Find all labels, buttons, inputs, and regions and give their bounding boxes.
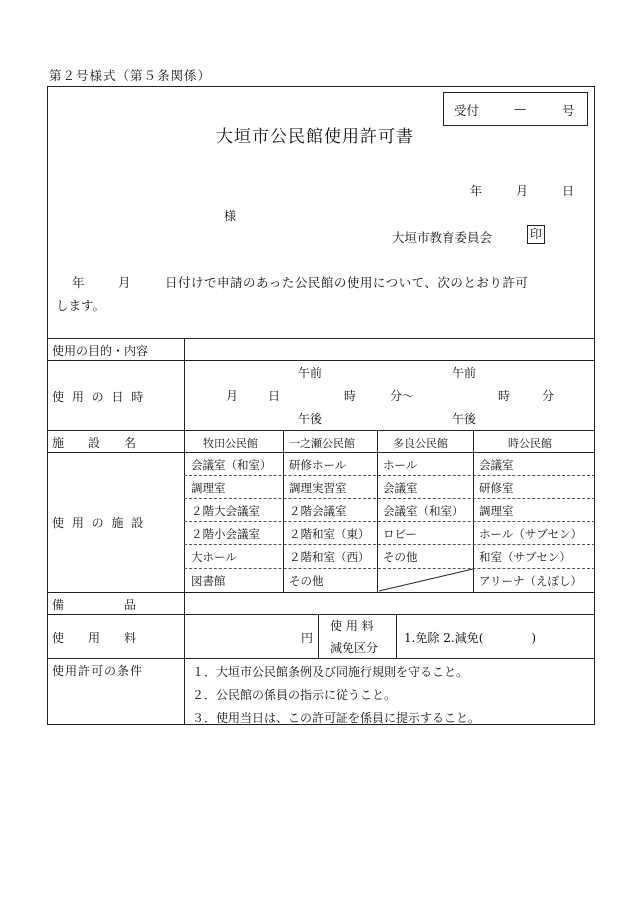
datetime-pm-2: 午後	[452, 412, 477, 426]
facility-cell: 調理室	[479, 504, 514, 518]
facility-cell: ２階大会議室	[191, 504, 260, 518]
condition-item: ３．使用当日は、この許可証を係員に提示すること。	[192, 711, 481, 725]
facility-cell: 研修室	[479, 481, 514, 495]
form-number-label: 第２号様式（第５条関係）	[49, 68, 212, 83]
purpose-label: 使用の目的・内容	[52, 344, 149, 358]
fee-unit: 円	[301, 631, 314, 645]
datetime-am-2: 午前	[452, 366, 477, 380]
row-divider	[47, 338, 595, 339]
facility-row-divider	[184, 498, 595, 499]
facility-name-label: 施 設 名	[52, 436, 137, 450]
facility-cell: 会議室	[479, 458, 514, 472]
date-month: 月	[516, 184, 529, 198]
row-divider	[47, 452, 595, 453]
document-title: 大垣市公民館使用許可書	[216, 127, 414, 147]
facility-cell: 調理実習室	[289, 481, 347, 495]
row-divider	[47, 614, 595, 615]
facility-cell: 会議室（和室）	[383, 504, 464, 518]
datetime-hour-2: 時	[498, 389, 511, 403]
facility-cell: ２階和室（西）	[289, 550, 370, 564]
condition-item: １．大垣市公民館条例及び同施行規則を守ること。	[192, 665, 469, 679]
row-divider	[47, 360, 595, 361]
datetime-hour-1: 時	[344, 389, 357, 403]
fee-label: 使 用 料	[52, 631, 137, 645]
row-divider	[47, 430, 595, 431]
body-text-line2: します。	[56, 298, 106, 313]
condition-item: ２．公民館の係員の指示に従うこと。	[192, 688, 397, 702]
facility-cell: ２階小会議室	[191, 527, 260, 541]
datetime-label: 使 用 の 日 時	[52, 390, 146, 404]
fee-column-divider	[396, 614, 397, 658]
row-divider	[47, 658, 595, 659]
label-column-divider	[184, 338, 185, 725]
addressee-suffix: 様	[224, 209, 237, 223]
datetime-pm-1: 午後	[298, 412, 323, 426]
facility-cell: その他	[383, 550, 418, 564]
facility-cell: 研修ホール	[289, 458, 347, 472]
datetime-am-1: 午前	[298, 366, 323, 380]
facilities-label: 使 用 の 施 設	[52, 516, 146, 530]
facility-row-divider	[184, 544, 595, 545]
empty-cell-slash	[379, 568, 473, 592]
facility-cell: 図書館	[191, 574, 226, 588]
receipt-number-box	[443, 92, 588, 126]
facility-row-divider	[184, 521, 595, 522]
row-divider	[47, 592, 595, 593]
facility-name-ichinose: 一之瀬公民館	[289, 437, 355, 450]
datetime-minute-1: 分～	[390, 389, 415, 403]
facility-cell: アリーナ（えぼし）	[479, 574, 583, 588]
facility-row-divider	[184, 475, 595, 476]
body-text-year: 年	[72, 275, 85, 290]
facility-cell: 会議室（和室）	[191, 458, 272, 472]
body-text-line1: 日付けで申請のあった公民館の使用について、次のとおり許可	[165, 275, 529, 290]
seal-mark: 印	[527, 225, 545, 244]
datetime-month: 月	[226, 389, 239, 403]
fee-column-divider	[318, 614, 319, 658]
facility-cell: その他	[289, 574, 324, 588]
receipt-dash: —	[514, 101, 527, 116]
facility-name-makita: 牧田公民館	[203, 437, 258, 450]
conditions-label: 使用許可の条件	[52, 664, 144, 678]
facility-cell: ホール	[383, 458, 418, 472]
facility-name-tara: 多良公民館	[393, 437, 448, 450]
facility-cell: 会議室	[383, 481, 418, 495]
facility-cell: 調理室	[191, 481, 226, 495]
datetime-minute-2: 分	[542, 389, 555, 403]
facility-cell: ホール（サブセン）	[479, 527, 583, 541]
facility-name-toki: 時公民館	[508, 437, 552, 450]
fee-category-label-2: 減免区分	[330, 641, 379, 655]
equipment-label: 備 品	[52, 598, 137, 612]
datetime-day: 日	[268, 389, 281, 403]
date-year: 年	[470, 184, 483, 198]
facility-cell: 大ホール	[191, 550, 237, 564]
fee-category-options: 1.免除 2.減免( )	[404, 631, 537, 645]
date-day: 日	[562, 184, 575, 198]
receipt-suffix: 号	[562, 103, 575, 118]
issuer-name: 大垣市教育委員会	[392, 230, 493, 245]
body-text-month: 月	[118, 275, 131, 290]
receipt-prefix: 受付	[454, 103, 480, 118]
facility-cell: ロビー	[383, 527, 418, 541]
facility-cell: ２階和室（東）	[289, 527, 370, 541]
facility-cell: 和室（サブセン）	[479, 550, 571, 564]
facility-cell: ２階会議室	[289, 504, 347, 518]
fee-category-label-1: 使 用 料	[330, 619, 374, 633]
